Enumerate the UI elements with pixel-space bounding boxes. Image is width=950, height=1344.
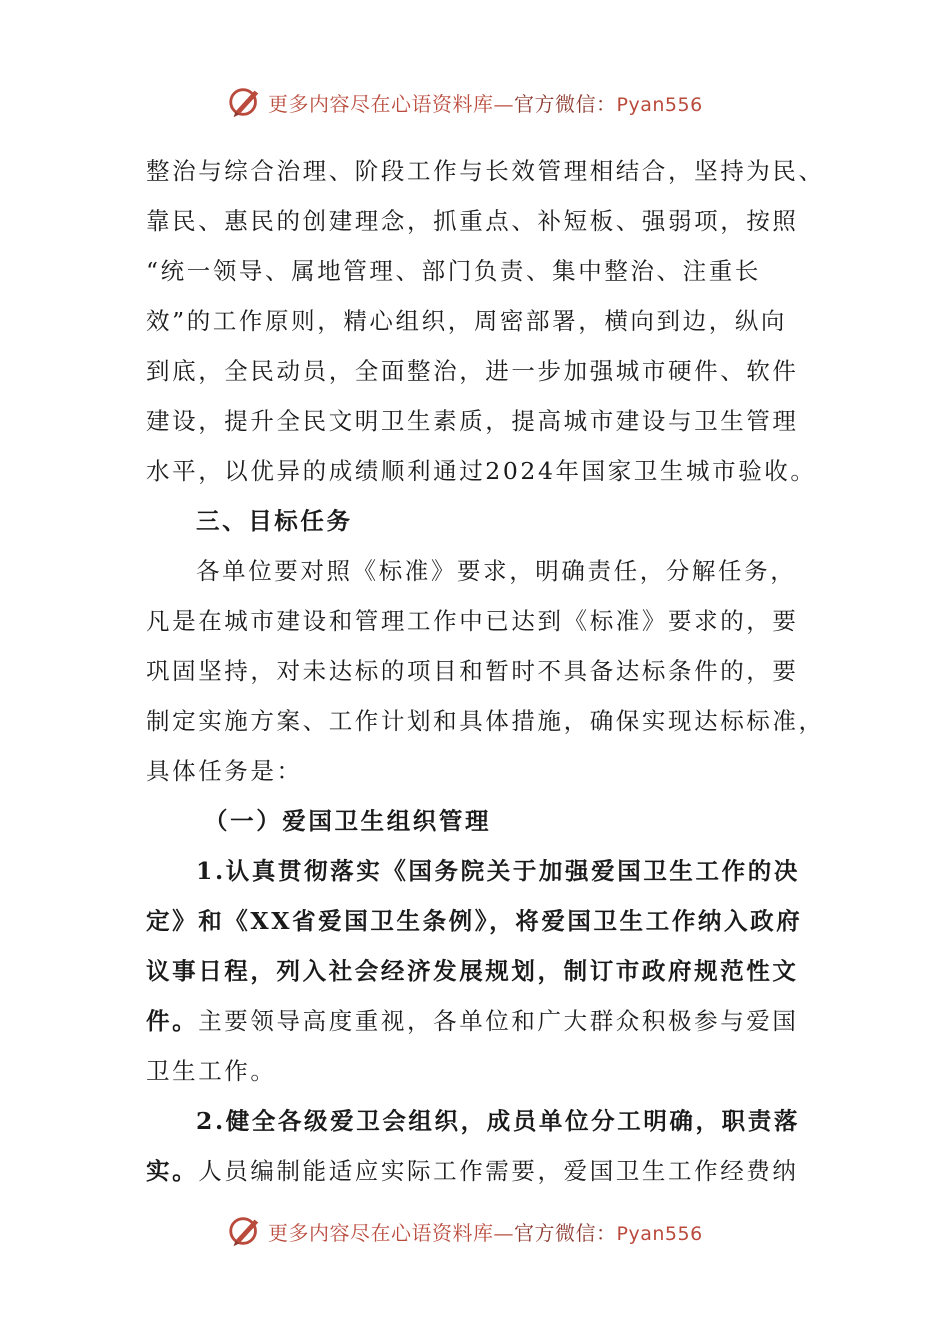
- text-line: 水平，以优异的成绩顺利通过2024年国家卫生城市验收。: [146, 457, 817, 485]
- text-line: [146, 1146, 799, 1196]
- bold-text-line: 定》和《XX省爱国卫生条例》，将爱国卫生工作纳入政府: [146, 907, 803, 935]
- text-line: “统一领导、属地管理、部门负责、集中整治、注重长: [146, 257, 761, 285]
- paragraph-intro: [146, 146, 825, 496]
- pen-logo-icon: [226, 83, 264, 121]
- watermark-dash: —: [493, 1220, 514, 1245]
- watermark-text: [268, 88, 703, 117]
- paragraph-targets: [146, 546, 825, 796]
- watermark-wechat-id: Pyan556: [616, 93, 703, 116]
- bold-text-line: 议事日程，列入社会经济发展规划，制订市政府规范性文: [146, 957, 799, 985]
- bold-text-line: 2.健全各级爱卫会组织，成员单位分工明确，职责落: [196, 1107, 800, 1135]
- normal-fragment: 主要领导高度重视，各单位和广大群众积极参与爱国: [198, 1007, 799, 1035]
- bold-text-line: 1.认真贯彻落实《国务院关于加强爱国卫生工作的决: [196, 857, 800, 885]
- watermark-sub-text: 官方微信：: [514, 1220, 617, 1245]
- text-line: 靠民、惠民的创建理念，抓重点、补短板、强弱项，按照: [146, 207, 799, 235]
- text-line: 卫生工作。: [146, 1057, 277, 1085]
- text-line: 巩固坚持，对未达标的项目和暂时不具备达标条件的，要: [146, 657, 799, 685]
- watermark-dash: —: [493, 91, 514, 116]
- text-line: 制定实施方案、工作计划和具体措施，确保实现达标标准，: [146, 707, 825, 735]
- list-item-1: [146, 846, 803, 1096]
- text-line: 各单位要对照《标准》要求，明确责任，分解任务，: [196, 557, 797, 585]
- watermark-text: [268, 1217, 703, 1246]
- text-line: 整治与综合治理、阶段工作与长效管理相结合，坚持为民、: [146, 157, 825, 185]
- list-item-2: [146, 1096, 800, 1196]
- watermark-main-text: 更多内容尽在心语资料库: [268, 91, 494, 116]
- document-body: [146, 146, 825, 1196]
- bold-fragment: 件。: [146, 1007, 199, 1035]
- text-line: 凡是在城市建设和管理工作中已达到《标准》要求的，要: [146, 607, 799, 635]
- text-line: 效”的工作原则，精心组织，周密部署，横向到边，纵向: [146, 307, 788, 335]
- section-heading: 三、目标任务: [196, 507, 353, 535]
- bold-fragment: 实。: [146, 1157, 199, 1185]
- footer-watermark-banner: [226, 1211, 726, 1251]
- text-line: 具体任务是：: [146, 757, 303, 785]
- watermark-wechat-id: Pyan556: [616, 1222, 703, 1245]
- subsection-heading: （一）爱国卫生组织管理: [204, 807, 492, 835]
- text-line: [146, 996, 799, 1046]
- pen-logo-icon: [226, 1212, 264, 1250]
- text-line: 到底，全民动员，全面整治，进一步加强城市硬件、软件: [146, 357, 799, 385]
- header-watermark-banner: [226, 82, 726, 122]
- watermark-main-text: 更多内容尽在心语资料库: [268, 1220, 494, 1245]
- text-line: 建设，提升全民文明卫生素质，提高城市建设与卫生管理: [146, 407, 799, 435]
- watermark-sub-text: 官方微信：: [514, 91, 617, 116]
- normal-fragment: 人员编制能适应实际工作需要，爱国卫生工作经费纳: [198, 1157, 799, 1185]
